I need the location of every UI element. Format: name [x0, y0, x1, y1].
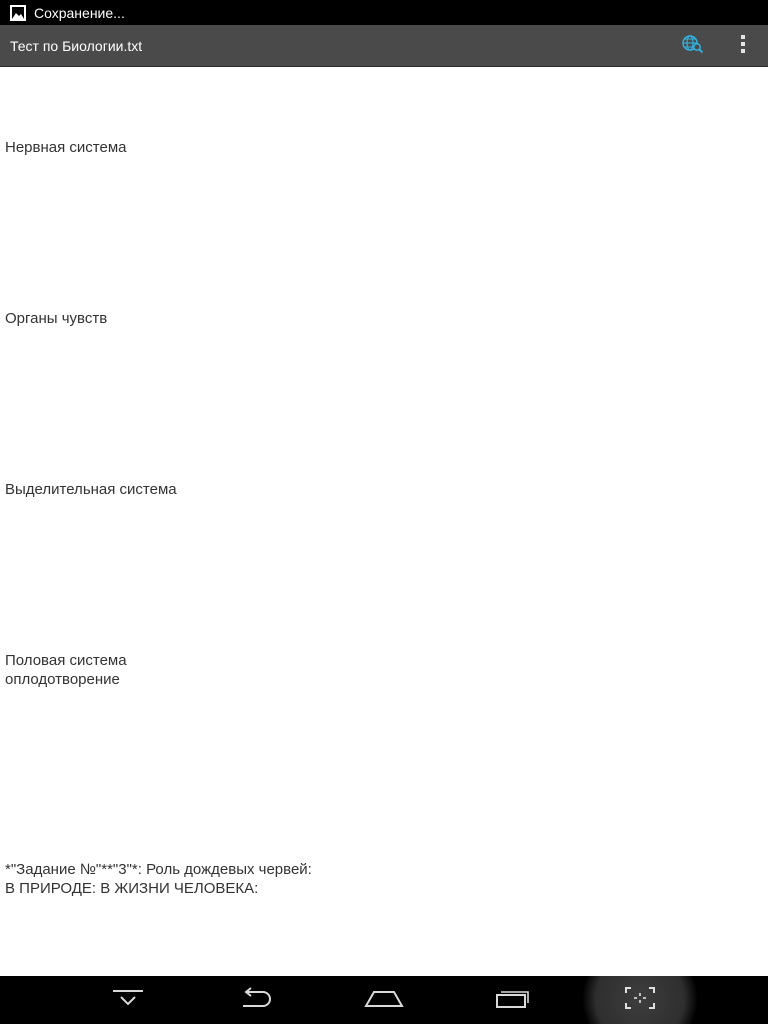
document-line: Половая система — [5, 652, 127, 669]
recents-icon — [495, 987, 531, 1014]
recents-button[interactable] — [481, 976, 545, 1024]
back-button[interactable] — [224, 976, 288, 1024]
status-text: Сохранение... — [34, 4, 125, 21]
hide-keyboard-icon — [111, 987, 145, 1014]
overflow-menu-button[interactable] — [730, 32, 756, 60]
screenshot-button[interactable] — [608, 976, 672, 1024]
document-title: Тест по Биологии.txt — [10, 37, 143, 54]
more-vert-icon — [740, 34, 746, 59]
home-button[interactable] — [352, 976, 416, 1024]
back-icon — [237, 987, 275, 1014]
screenshot-icon — [624, 986, 656, 1015]
globe-search-button[interactable] — [680, 34, 706, 58]
document-line: *"Задание №"**"3"*: Роль дождевых червей: — [5, 861, 312, 878]
navigation-bar — [0, 976, 768, 1024]
hide-keyboard-button[interactable] — [96, 976, 160, 1024]
action-bar — [0, 25, 768, 67]
document-line: Органы чувств — [5, 310, 108, 327]
image-icon — [10, 5, 26, 21]
document-line: Нервная система — [5, 139, 127, 156]
document-editor[interactable] — [0, 67, 768, 976]
document-line: Выделительная система — [5, 481, 177, 498]
document-line: В ПРИРОДЕ: В ЖИЗНИ ЧЕЛОВЕКА: — [5, 880, 259, 897]
status-bar — [0, 0, 768, 25]
globe-search-icon — [682, 34, 704, 59]
document-line: оплодотворение — [5, 671, 120, 688]
home-icon — [364, 987, 404, 1014]
